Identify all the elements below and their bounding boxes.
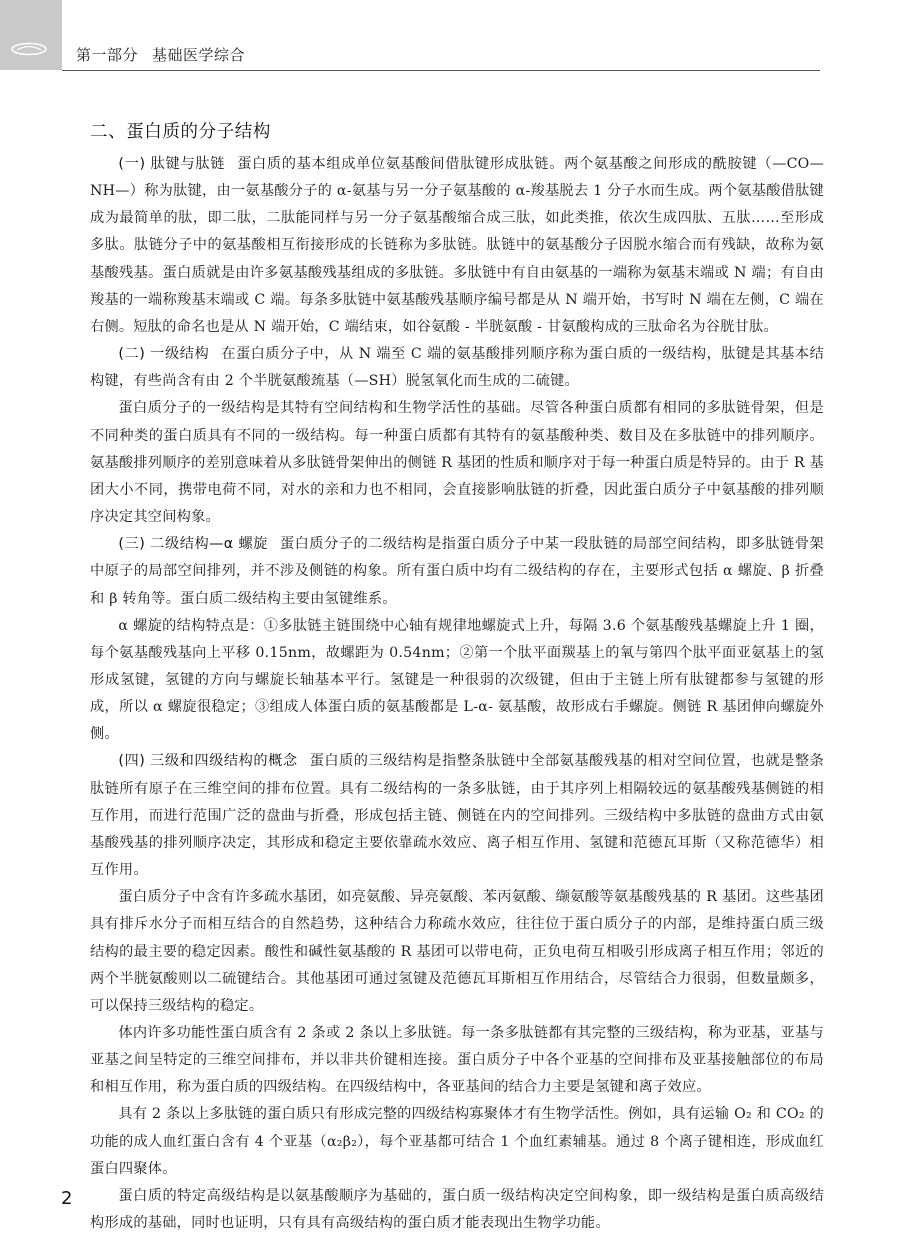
subsection-heading: (四) 三级和四级结构的概念 [118,753,298,770]
paragraph [90,613,824,749]
body-text [90,151,824,1237]
subsection-heading: (一) 肽键与肽链 [118,156,226,172]
paragraph-text: 蛋白质的三级结构是指整条肽链中全部氨基酸残基的相对空间位置，也就是整条肽链所有原子在三维空间的排布位置。具有二级结构的一条多肽链，由于其序列上相隔较远的氨基酸残基侧链的相互作用，而进行范围广泛的盘曲与折叠，形成包括主链、侧链在内的空间排列。三级结构中多肽链的盘曲方式由氨基酸残基的排列顺序决定，其形成和稳定主要依靠疏水效应、离子相互作用、氢键和范德瓦耳斯（又称范德华）相互作用。 [90,753,825,879]
subsection-heading: (三) 二级结构—α 螺旋 [118,536,268,553]
paragraph [90,1101,824,1182]
paragraph [90,884,824,1020]
paragraph-text: 蛋白质的特定高级结构是以氨基酸顺序为基础的，蛋白质一级结构决定空间构象，即一级结构是蛋白质高级结构形成的基础，同时也证明，只有具有高级结构的蛋白质才能表现出生物学功能。 [90,1187,824,1232]
paragraph-text: 蛋白质分子的二级结构是指蛋白质分子中某一段肽链的局部空间结构，即多肽链骨架中原子的局部空间排列，并不涉及侧链的构象。所有蛋白质中均有二级结构的存在，主要形式包括 α 螺旋、β 折叠和 β 转角等。蛋白质二级结构主要由氢键维系。 [90,536,824,607]
running-header [76,44,245,65]
page-number: 2 [61,1188,73,1209]
paragraph-text: 具有 2 条以上多肽链的蛋白质只有形成完整的四级结构寡聚体才有生物学活性。例如，具有运输 O₂ 和 CO₂ 的功能的成人血红蛋白含有 4 个亚基（α₂β₂），每个亚基都可结合 1 个血红素辅基。通过 8 个离子键相连，形成血红蛋白四聚体。 [90,1106,824,1177]
header-divider [62,70,820,71]
paragraph-text: α 螺旋的结构特点是：①多肽链主链围绕中心轴有规律地螺旋式上升，每隔 3.6 个氨基酸残基螺旋上升 1 圈，每个氨基酸残基向上平移 0.15nm，故螺距为 0.54nm；②第一个肽平面羰基上的氧与第四个肽平面亚氨基上的氢形成氢键，氢键的方向与螺旋长轴基本平行。氢键是一种很弱的次级键，但由于主链上所有肽键都参与氢键的形成，所以 α 螺旋很稳定；③组成人体蛋白质的氨基酸都是 L-α- 氨基酸，故形成右手螺旋。侧链 R 基团伸向螺旋外侧。 [90,617,824,743]
header-part: 第一部分 [76,46,139,64]
paragraph [90,151,824,341]
paragraph [90,531,824,612]
paragraph [90,748,824,884]
publisher-logo-icon [9,42,49,56]
paragraph-text: 蛋白质分子的一级结构是其特有空间结构和生物学活性的基础。尽管各种蛋白质都有相同的多肽链骨架，但是不同种类的蛋白质具有不同的一级结构。每一种蛋白质都有其特有的氨基酸种类、数目及在多肽链中的排列顺序。氨基酸排列顺序的差别意味着从多肽链骨架伸出的侧链 R 基团的性质和顺序对于每一种蛋白质是特异的。由于 R 基团大小不同，携带电荷不同，对水的亲和力也不相同，会直接影响肽链的折叠，因此蛋白质分子中氨基酸的排列顺序决定其空间构象。 [90,400,824,526]
paragraph [90,341,824,395]
paragraph [90,1183,824,1237]
paragraph-text: 体内许多功能性蛋白质含有 2 条或 2 条以上多肽链。每一条多肽链都有其完整的三级结构，称为亚基，亚基与亚基之间呈特定的三维空间排布，并以非共价键相连接。蛋白质分子中各个亚基的空间排布及亚基接触部位的布局和相互作用，称为蛋白质的四级结构。在四级结构中，各亚基间的结合力主要是氢键和离子效应。 [90,1025,824,1096]
paragraph-text: 蛋白质的基本组成单位氨基酸间借肽键形成肽链。两个氨基酸之间形成的酰胺键（—CO—NH—）称为肽键，由一氨基酸分子的 α-氨基与另一分子氨基酸的 α-羧基脱去 1 分子水而生成。两个氨基酸借肽键成为最简单的肽，即二肽，二肽能同样与另一分子氨基酸缩合成三肽，如此类推，依次生成四肽、五肽……至形成多肽。肽链分子中的氨基酸相互衔接形成的长链称为多肽链。肽链中的氨基酸分子因脱水缩合而有残缺，故称为氨基酸残基。蛋白质就是由许多氨基酸残基组成的多肽链。多肽链中有自由氨基的一端称为氨基末端或 N 端；有自由羧基的一端称羧基末端或 C 端。每条多肽链中氨基酸残基顺序编号都是从 N 端开始，书写时 N 端在左侧，C 端在右侧。短肽的命名也是从 N 端开始，C 端结束，如谷氨酸 - 半胱氨酸 - 甘氨酸构成的三肽命名为谷胱甘肽。 [90,156,825,335]
subsection-heading: (二) 一级结构 [118,346,210,363]
paragraph [90,395,824,531]
paragraph [90,1020,824,1101]
section-title: 二、蛋白质的分子结构 [90,122,271,142]
header-title: 基础医学综合 [152,46,246,64]
paragraph-text: 在蛋白质分子中，从 N 端至 C 端的氨基酸排列顺序称为蛋白质的一级结构，肽键是其基本结构键，有些尚含有由 2 个半胱氨酸巯基（—SH）脱氢氧化而生成的二硫键。 [90,346,825,390]
header-tab [0,0,62,70]
paragraph-text: 蛋白质分子中含有许多疏水基团，如亮氨酸、异亮氨酸、苯丙氨酸、缬氨酸等氨基酸残基的 R 基团。这些基团具有排斥水分子而相互结合的自然趋势，这种结合力称疏水效应，往往位于蛋白质分子的内部，是维持蛋白质三级结构的最主要的稳定因素。酸性和碱性氨基酸的 R 基团可以带电荷，正负电荷互相吸引形成离子相互作用；邻近的两个半胱氨酸则以二硫键结合。其他基团可通过氢键及范德瓦耳斯相互作用结合，尽管结合力很弱，但数量颇多，可以保持三级结构的稳定。 [90,889,824,1014]
